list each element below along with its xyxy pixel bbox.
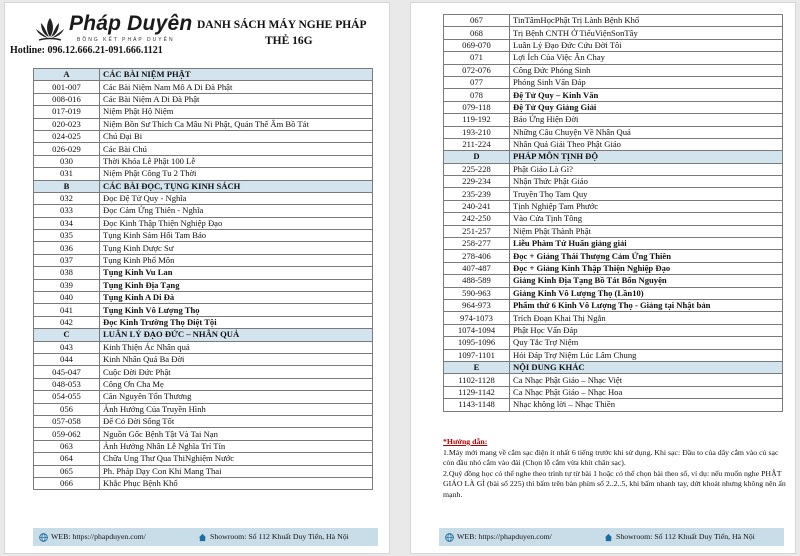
track-title: Nhận Thức Phật Giáo [510,176,783,188]
table-row [34,118,373,130]
left-page [4,2,390,554]
category-letter: A [34,69,100,81]
table-row [34,143,373,155]
table-row [34,465,373,477]
category-row [34,329,373,341]
table-row [34,378,373,390]
right-page [410,2,796,554]
track-title: Vào Cửa Tịnh Tông [510,213,783,225]
category-title: CÁC BÀI ĐỌC, TỤNG KINH SÁCH [100,180,373,192]
track-code: 036 [34,242,100,254]
track-title: Ảnh Hưởng Của Truyền Hình [100,403,373,415]
brand-name: Pháp Duyên [69,12,193,35]
track-title: Phóng Sinh Vấn Đáp [510,76,783,88]
track-code: 068 [444,27,510,39]
table-row [34,353,373,365]
usage-guide [443,437,788,501]
track-title: Ảnh Hưởng Nhân Lễ Nghĩa Trí Tín [100,440,373,452]
track-title: Phật Học Vấn Đáp [510,324,783,336]
track-title: Lợi Ích Của Việc Ăn Chay [510,52,783,64]
track-title: Chữa Ung Thư Qua ThiNghiệm Nước [100,453,373,465]
track-title: Các Bài Chú [100,143,373,155]
track-title: Đệ Tử Quy Giảng Giải [510,101,783,113]
track-code: 064 [34,453,100,465]
table-row [34,292,373,304]
track-title: Công Ơn Cha Mẹ [100,378,373,390]
track-title: Nhân Quả Giải Theo Phật Giáo [510,138,783,150]
table-row [34,106,373,118]
track-title: Tụng Kinh Dược Sư [100,242,373,254]
table-row [444,349,783,361]
table-row [444,89,783,101]
track-title: Tụng Kinh Sám Hối Tam Bảo [100,230,373,242]
track-code: 067 [444,15,510,27]
table-row [444,15,783,27]
track-title: Các Bài Niệm Nam Mô A Di Đà Phật [100,81,373,93]
track-title: Trích Đoạn Khai Thị Ngắn [510,312,783,324]
table-row [34,477,373,489]
track-code: 017-019 [34,106,100,118]
category-row [444,361,783,373]
track-code: 077 [444,76,510,88]
track-code: 041 [34,304,100,316]
track-title: Tụng Kinh Phổ Môn [100,254,373,266]
track-title: Đọc Kinh Trường Thọ Diệt Tội [100,316,373,328]
footer-web [39,528,146,546]
table-row [444,250,783,262]
track-title: Giảng Kinh Địa Tạng Bồ Tát Bổn Nguyện [510,275,783,287]
track-code: 037 [34,254,100,266]
table-row [34,155,373,167]
track-title: Thời Khóa Lễ Phật 100 Lễ [100,155,373,167]
footer-web [445,528,552,546]
home-icon [604,533,613,542]
track-title: Truyền Thọ Tam Quy [510,188,783,200]
table-row [34,130,373,142]
track-code: 043 [34,341,100,353]
track-title: Tụng Kinh Vô Lượng Thọ [100,304,373,316]
table-row [34,440,373,452]
page-footer [33,528,378,546]
track-code: 193-210 [444,126,510,138]
track-code: 048-053 [34,378,100,390]
category-row [444,151,783,163]
track-code: 063 [34,440,100,452]
table-row [444,101,783,113]
table-row [444,399,783,411]
track-title: Ca Nhạc Phật Giáo – Nhạc Hoa [510,386,783,398]
track-title: Để Có Đời Sống Tốt [100,415,373,427]
track-code: 590-963 [444,287,510,299]
footer-showroom [604,528,755,546]
track-title: Niệm Phật Công Tu 2 Thời [100,168,373,180]
guide-step-2: 2.Quý đồng học có thể nghe theo trình tự từ bài 1 hoặc có thể chọn bài theo số, ví dụ: nếu muốn nghe PHẬT GIÁO LÀ GÌ (bài số 225) thì bấm trên bàn phím số 2..2..5, khi bấm nhanh tay, dứt khoát nhưng không nên ấn mạnh. [443,468,786,499]
track-title: Kinh Nhân Quả Ba Đời [100,353,373,365]
track-title: Đọc Đệ Tử Quy - Nghĩa [100,192,373,204]
track-title: Công Đức Phóng Sinh [510,64,783,76]
table-row [34,168,373,180]
track-title: Khắc Phục Bệnh Khổ [100,477,373,489]
category-letter: B [34,180,100,192]
table-row [34,267,373,279]
table-row [444,138,783,150]
footer-showroom [198,528,349,546]
track-table-left [33,68,373,490]
category-letter: D [444,151,510,163]
table-row [444,238,783,250]
table-row [444,76,783,88]
table-row [444,39,783,51]
track-code: 066 [34,477,100,489]
track-title: Niệm Phật Hộ Niệm [100,106,373,118]
track-title: Trị Bệnh CNTH Ở TiểuViệnSonTây [510,27,783,39]
track-code: 045-047 [34,366,100,378]
track-code: 225-228 [444,163,510,175]
track-code: 211-224 [444,138,510,150]
table-row [34,279,373,291]
footer-web-text[interactable]: WEB: https://phapduyen.com/ [457,532,552,541]
track-title: Các Bài Niệm A Di Đà Phật [100,93,373,105]
track-code: 071 [444,52,510,64]
track-code: 057-058 [34,415,100,427]
table-row [444,225,783,237]
track-code: 078 [444,89,510,101]
track-code: 044 [34,353,100,365]
track-code: 258-277 [444,238,510,250]
track-code: 235-239 [444,188,510,200]
track-code: 059-062 [34,428,100,440]
table-row [444,200,783,212]
table-row [34,403,373,415]
table-row [444,52,783,64]
table-row [444,27,783,39]
table-row [34,93,373,105]
footer-web-text[interactable]: WEB: https://phapduyen.com/ [51,532,146,541]
table-row [34,192,373,204]
table-row [34,428,373,440]
track-title: Tụng Kinh Vu Lan [100,267,373,279]
table-row [34,304,373,316]
track-code: 242-250 [444,213,510,225]
home-icon [198,533,207,542]
track-title: Đọc Kinh Thập Thiện Nghiệp Đạo [100,217,373,229]
track-title: Tụng Kinh A Di Đà [100,292,373,304]
table-row [34,217,373,229]
guide-title: *Hướng dẫn: [443,437,488,446]
track-code: 008-016 [34,93,100,105]
brand-tagline: BỒNG KẾT PHÁP DUYÊN [77,37,175,43]
track-code: 040 [34,292,100,304]
track-code: 056 [34,403,100,415]
track-code: 1129-1142 [444,386,510,398]
track-code: 035 [34,230,100,242]
track-title: Nhạc không lời – Nhạc Thiền [510,399,783,411]
track-title: Cuộc Đời Đức Phật [100,366,373,378]
table-row [444,386,783,398]
track-code: 488-589 [444,275,510,287]
track-code: 065 [34,465,100,477]
track-code: 1143-1148 [444,399,510,411]
track-title: Phật Giáo Là Gì? [510,163,783,175]
track-code: 031 [34,168,100,180]
table-row [444,188,783,200]
track-title: Đọc + Giảng Thái Thượng Cảm Ứng Thiên [510,250,783,262]
track-title: Ph. Pháp Dạy Con Khi Mang Thai [100,465,373,477]
footer-showroom-text: Showroom: Số 112 Khuất Duy Tiến, Hà Nội [616,532,755,541]
table-row [444,163,783,175]
track-title: Giảng Kinh Vô Lượng Thọ (Lần10) [510,287,783,299]
lotus-icon [35,15,65,43]
track-title: Niệm Bồn Sư Thích Ca Mâu Ni Phật, Quán Thế Âm Bồ Tát [100,118,373,130]
track-code: 240-241 [444,200,510,212]
track-title: Tụng Kinh Địa Tạng [100,279,373,291]
track-code: 024-025 [34,130,100,142]
track-code: 251-257 [444,225,510,237]
table-row [444,126,783,138]
table-row [444,337,783,349]
track-title: Đọc + Giảng Kinh Thập Thiện Nghiệp Đạo [510,262,783,274]
track-code: 079-118 [444,101,510,113]
category-title: CÁC BÀI NIỆM PHẬT [100,69,373,81]
track-code: 042 [34,316,100,328]
page-header [5,3,391,65]
track-title: Ca Nhạc Phật Giáo – Nhạc Việt [510,374,783,386]
track-code: 1074-1094 [444,324,510,336]
track-code: 039 [34,279,100,291]
table-row [34,316,373,328]
track-title: Chú Đại Bi [100,130,373,142]
track-code: 278-406 [444,250,510,262]
table-row [34,366,373,378]
category-title: PHÁP MÔN TỊNH ĐỘ [510,151,783,163]
table-row [444,374,783,386]
track-title: TinTâmHọcPhật Trị Lành Bệnh Khổ [510,15,783,27]
track-code: 1102-1128 [444,374,510,386]
track-title: Đệ Tử Quy – Kinh Văn [510,89,783,101]
table-row [34,254,373,266]
track-code: 001-007 [34,81,100,93]
category-title: NỘI DUNG KHÁC [510,361,783,373]
track-title: Đọc Cảm Ứng Thiên - Nghĩa [100,205,373,217]
table-row [444,64,783,76]
track-title: Hỏi Đáp Trợ Niệm Lúc Lâm Chung [510,349,783,361]
category-row [34,180,373,192]
track-title: Luân Lý Đạo Đức Cứu Đời Tôi [510,39,783,51]
table-row [444,324,783,336]
track-code: 1097-1101 [444,349,510,361]
table-row [34,415,373,427]
track-code: 119-192 [444,114,510,126]
table-row [34,205,373,217]
table-row [34,230,373,242]
table-row [444,287,783,299]
track-title: Những Câu Chuyện Về Nhân Quả [510,126,783,138]
track-title: Niệm Phật Thành Phật [510,225,783,237]
track-code: 964-973 [444,299,510,311]
category-letter: E [444,361,510,373]
track-code: 020-023 [34,118,100,130]
table-row [444,262,783,274]
table-row [444,176,783,188]
track-code: 030 [34,155,100,167]
track-title: Căn Nguyên Tổn Thương [100,391,373,403]
track-title: Liễu Phàm Tứ Huấn giảng giải [510,238,783,250]
table-row [34,81,373,93]
category-title: LUÂN LÝ ĐẠO ĐỨC – NHÂN QUẢ [100,329,373,341]
track-table-right [443,14,783,412]
table-row [34,341,373,353]
document-subtitle: THẺ 16G [265,35,313,47]
table-row [444,275,783,287]
document-title: DANH SÁCH MÁY NGHE PHÁP [197,19,367,31]
track-code: 069-070 [444,39,510,51]
track-title: Phẩm thứ 6 Kinh Vô Lượng Thọ - Giảng tại Nhật bản [510,299,783,311]
track-code: 054-055 [34,391,100,403]
track-code: 072-076 [444,64,510,76]
track-title: Kinh Thiện Ác Nhân quả [100,341,373,353]
category-letter: C [34,329,100,341]
hotline: Hotline: 096.12.666.21-091.666.1121 [10,45,163,56]
table-row [34,242,373,254]
track-code: 038 [34,267,100,279]
guide-step-1: 1.Máy mới mang về cắm sạc điện ít nhất 6 tiếng trước khi sử dụng. Khi sạc: Đầu to của dây cắm vào củ sạc còn đầu nhỏ cắm vào đài (Chọn lỗ cắm vừa khít chân sạc). [443,447,779,468]
category-row [34,69,373,81]
track-code: 033 [34,205,100,217]
track-title: Nguồn Gốc Bệnh Tật Và Tai Nạn [100,428,373,440]
brand-logo [35,13,195,49]
track-title: Tịnh Nghiệp Tam Phước [510,200,783,212]
track-code: 1095-1096 [444,337,510,349]
table-row [444,213,783,225]
track-code: 229-234 [444,176,510,188]
track-code: 407-487 [444,262,510,274]
globe-icon [445,533,454,542]
track-code: 974-1073 [444,312,510,324]
track-title: Quy Tắc Trợ Niệm [510,337,783,349]
table-row [34,453,373,465]
footer-showroom-text: Showroom: Số 112 Khuất Duy Tiến, Hà Nội [210,532,349,541]
table-row [444,312,783,324]
table-row [34,391,373,403]
page-footer [439,528,784,546]
table-row [444,299,783,311]
globe-icon [39,533,48,542]
track-code: 032 [34,192,100,204]
table-row [444,114,783,126]
track-code: 026-029 [34,143,100,155]
track-code: 034 [34,217,100,229]
track-title: Báo Ứng Hiện Đời [510,114,783,126]
